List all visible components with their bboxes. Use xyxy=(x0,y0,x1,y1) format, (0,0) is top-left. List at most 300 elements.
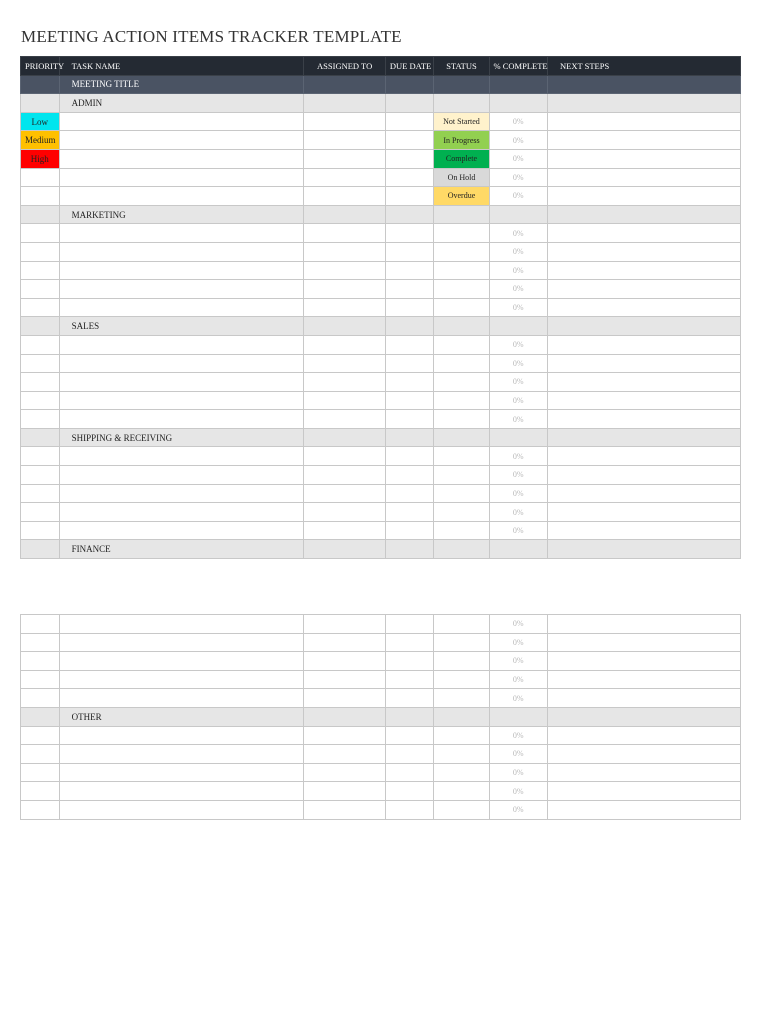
task-name-cell[interactable] xyxy=(59,726,304,745)
section-cell[interactable] xyxy=(547,707,740,726)
assigned-to-cell[interactable] xyxy=(304,410,386,429)
status-cell[interactable] xyxy=(434,503,489,522)
task-name-cell[interactable] xyxy=(59,782,304,801)
table-row xyxy=(21,503,741,522)
task-name-cell[interactable] xyxy=(59,335,304,354)
section-cell[interactable] xyxy=(304,707,386,726)
section-row-shipping xyxy=(21,428,741,447)
status-cell[interactable] xyxy=(434,224,489,243)
percent-complete-cell[interactable]: 0% xyxy=(489,373,547,392)
due-date-cell[interactable] xyxy=(385,484,434,503)
section-label-admin[interactable]: ADMIN xyxy=(59,94,304,113)
due-date-cell[interactable] xyxy=(385,224,434,243)
due-date-cell[interactable] xyxy=(385,521,434,540)
next-steps-cell[interactable] xyxy=(547,391,740,410)
due-date-cell[interactable] xyxy=(385,354,434,373)
assigned-to-cell[interactable] xyxy=(304,149,386,168)
status-cell[interactable] xyxy=(434,745,489,764)
priority-legend-low[interactable]: Low xyxy=(21,112,60,131)
status-cell[interactable] xyxy=(434,615,489,634)
status-legend-in-progress[interactable]: In Progress xyxy=(434,131,489,150)
table-row xyxy=(21,112,741,131)
next-steps-cell[interactable] xyxy=(547,298,740,317)
status-cell[interactable] xyxy=(434,410,489,429)
assigned-to-cell[interactable] xyxy=(304,131,386,150)
section-cell[interactable] xyxy=(434,94,489,113)
assigned-to-cell[interactable] xyxy=(304,800,386,819)
percent-complete-cell[interactable]: 0% xyxy=(489,261,547,280)
assigned-to-cell[interactable] xyxy=(304,466,386,485)
header-status[interactable]: STATUS xyxy=(434,57,489,76)
header-priority[interactable]: PRIORITY xyxy=(21,57,60,76)
status-cell[interactable] xyxy=(434,280,489,299)
priority-cell[interactable] xyxy=(21,652,60,671)
due-date-cell[interactable] xyxy=(385,503,434,522)
task-name-cell[interactable] xyxy=(59,652,304,671)
priority-cell[interactable] xyxy=(21,670,60,689)
section-cell[interactable] xyxy=(21,540,60,559)
status-legend-complete[interactable]: Complete xyxy=(434,149,489,168)
assigned-to-cell[interactable] xyxy=(304,373,386,392)
priority-cell[interactable] xyxy=(21,391,60,410)
table-row xyxy=(21,521,741,540)
priority-cell[interactable] xyxy=(21,484,60,503)
section-cell[interactable] xyxy=(547,540,740,559)
table-row xyxy=(21,670,741,689)
percent-complete-cell[interactable]: 0% xyxy=(489,745,547,764)
percent-complete-cell[interactable]: 0% xyxy=(489,615,547,634)
table-row xyxy=(21,131,741,150)
priority-cell[interactable] xyxy=(21,354,60,373)
table-row xyxy=(21,652,741,671)
percent-complete-cell[interactable]: 0% xyxy=(489,298,547,317)
assigned-to-cell[interactable] xyxy=(304,187,386,206)
percent-complete-cell[interactable]: 0% xyxy=(489,410,547,429)
tracker-table xyxy=(20,56,741,559)
section-cell[interactable] xyxy=(434,707,489,726)
percent-complete-cell[interactable]: 0% xyxy=(489,763,547,782)
due-date-cell[interactable] xyxy=(385,112,434,131)
assigned-to-cell[interactable] xyxy=(304,689,386,708)
status-cell[interactable] xyxy=(434,689,489,708)
percent-complete-cell[interactable]: 0% xyxy=(489,391,547,410)
status-cell[interactable] xyxy=(434,652,489,671)
percent-complete-cell[interactable]: 0% xyxy=(489,484,547,503)
section-cell[interactable] xyxy=(489,707,547,726)
status-cell[interactable] xyxy=(434,261,489,280)
assigned-to-cell[interactable] xyxy=(304,652,386,671)
due-date-cell[interactable] xyxy=(385,652,434,671)
section-cell[interactable] xyxy=(21,428,60,447)
percent-complete-cell[interactable]: 0% xyxy=(489,187,547,206)
task-name-cell[interactable] xyxy=(59,745,304,764)
task-name-cell[interactable] xyxy=(59,112,304,131)
section-cell[interactable] xyxy=(547,94,740,113)
section-label-finance[interactable]: FINANCE xyxy=(59,540,304,559)
percent-complete-cell[interactable]: 0% xyxy=(489,652,547,671)
section-cell[interactable] xyxy=(385,94,434,113)
section-cell[interactable] xyxy=(434,205,489,224)
percent-complete-cell[interactable]: 0% xyxy=(489,800,547,819)
next-steps-cell[interactable] xyxy=(547,800,740,819)
table-row xyxy=(21,335,741,354)
meeting-title-cell[interactable]: MEETING TITLE xyxy=(59,75,304,94)
percent-complete-cell[interactable]: 0% xyxy=(489,224,547,243)
due-date-cell[interactable] xyxy=(385,410,434,429)
header-due-date[interactable]: DUE DATE xyxy=(385,57,434,76)
table-row xyxy=(21,633,741,652)
header-percent-complete[interactable]: % COMPLETE xyxy=(489,57,547,76)
next-steps-cell[interactable] xyxy=(547,782,740,801)
status-cell[interactable] xyxy=(434,521,489,540)
table-row xyxy=(21,800,741,819)
due-date-cell[interactable] xyxy=(385,763,434,782)
status-cell[interactable] xyxy=(434,373,489,392)
priority-cell[interactable] xyxy=(21,633,60,652)
percent-complete-cell[interactable]: 0% xyxy=(489,782,547,801)
next-steps-cell[interactable] xyxy=(547,168,740,187)
due-date-cell[interactable] xyxy=(385,298,434,317)
percent-complete-cell[interactable]: 0% xyxy=(489,633,547,652)
table-row xyxy=(21,447,741,466)
assigned-to-cell[interactable] xyxy=(304,670,386,689)
next-steps-cell[interactable] xyxy=(547,745,740,764)
assigned-to-cell[interactable] xyxy=(304,745,386,764)
status-cell[interactable] xyxy=(434,335,489,354)
section-cell[interactable] xyxy=(21,205,60,224)
task-name-cell[interactable] xyxy=(59,410,304,429)
task-name-cell[interactable] xyxy=(59,280,304,299)
section-cell[interactable] xyxy=(21,317,60,336)
next-steps-cell[interactable] xyxy=(547,503,740,522)
next-steps-cell[interactable] xyxy=(547,131,740,150)
due-date-cell[interactable] xyxy=(385,149,434,168)
priority-cell[interactable] xyxy=(21,521,60,540)
assigned-to-cell[interactable] xyxy=(304,354,386,373)
status-legend-not-started[interactable]: Not Started xyxy=(434,112,489,131)
next-steps-cell[interactable] xyxy=(547,615,740,634)
task-name-cell[interactable] xyxy=(59,354,304,373)
due-date-cell[interactable] xyxy=(385,466,434,485)
assigned-to-cell[interactable] xyxy=(304,261,386,280)
assigned-to-cell[interactable] xyxy=(304,615,386,634)
due-date-cell[interactable] xyxy=(385,187,434,206)
status-cell[interactable] xyxy=(434,670,489,689)
tracker-table-continued xyxy=(20,614,741,820)
next-steps-cell[interactable] xyxy=(547,633,740,652)
next-steps-cell[interactable] xyxy=(547,242,740,261)
task-name-cell[interactable] xyxy=(59,187,304,206)
percent-complete-cell[interactable]: 0% xyxy=(489,149,547,168)
status-cell[interactable] xyxy=(434,782,489,801)
task-name-cell[interactable] xyxy=(59,670,304,689)
percent-complete-cell[interactable]: 0% xyxy=(489,335,547,354)
percent-complete-cell[interactable]: 0% xyxy=(489,242,547,261)
section-row-sales xyxy=(21,317,741,336)
section-label-marketing[interactable]: MARKETING xyxy=(59,205,304,224)
task-name-cell[interactable] xyxy=(59,521,304,540)
task-name-cell[interactable] xyxy=(59,800,304,819)
assigned-to-cell[interactable] xyxy=(304,633,386,652)
task-name-cell[interactable] xyxy=(59,261,304,280)
assigned-to-cell[interactable] xyxy=(304,280,386,299)
due-date-cell[interactable] xyxy=(385,261,434,280)
assigned-to-cell[interactable] xyxy=(304,242,386,261)
percent-complete-cell[interactable]: 0% xyxy=(489,521,547,540)
due-date-cell[interactable] xyxy=(385,391,434,410)
section-row-other xyxy=(21,707,741,726)
task-name-cell[interactable] xyxy=(59,131,304,150)
section-row-admin xyxy=(21,94,741,113)
section-cell[interactable] xyxy=(21,707,60,726)
section-cell[interactable] xyxy=(489,428,547,447)
task-name-cell[interactable] xyxy=(59,224,304,243)
priority-cell[interactable] xyxy=(21,298,60,317)
task-name-cell[interactable] xyxy=(59,689,304,708)
table-row xyxy=(21,615,741,634)
due-date-cell[interactable] xyxy=(385,726,434,745)
next-steps-cell[interactable] xyxy=(547,689,740,708)
percent-complete-cell[interactable]: 0% xyxy=(489,447,547,466)
task-name-cell[interactable] xyxy=(59,466,304,485)
table-row xyxy=(21,168,741,187)
next-steps-cell[interactable] xyxy=(547,354,740,373)
task-name-cell[interactable] xyxy=(59,391,304,410)
priority-cell[interactable] xyxy=(21,615,60,634)
status-legend-overdue[interactable]: Overdue xyxy=(434,187,489,206)
table-row xyxy=(21,280,741,299)
assigned-to-cell[interactable] xyxy=(304,447,386,466)
table-row xyxy=(21,726,741,745)
section-cell[interactable] xyxy=(434,540,489,559)
section-label-sales[interactable]: SALES xyxy=(59,317,304,336)
priority-legend-high[interactable]: High xyxy=(21,149,60,168)
table-row xyxy=(21,782,741,801)
priority-cell[interactable] xyxy=(21,447,60,466)
priority-cell[interactable] xyxy=(21,763,60,782)
assigned-to-cell[interactable] xyxy=(304,521,386,540)
task-name-cell[interactable] xyxy=(59,447,304,466)
table-row xyxy=(21,261,741,280)
status-cell[interactable] xyxy=(434,466,489,485)
priority-cell[interactable] xyxy=(21,800,60,819)
due-date-cell[interactable] xyxy=(385,615,434,634)
task-name-cell[interactable] xyxy=(59,373,304,392)
task-name-cell[interactable] xyxy=(59,298,304,317)
next-steps-cell[interactable] xyxy=(547,726,740,745)
section-cell[interactable] xyxy=(489,317,547,336)
table-row xyxy=(21,149,741,168)
due-date-cell[interactable] xyxy=(385,242,434,261)
due-date-cell[interactable] xyxy=(385,800,434,819)
status-cell[interactable] xyxy=(434,298,489,317)
next-steps-cell[interactable] xyxy=(547,410,740,429)
task-name-cell[interactable] xyxy=(59,503,304,522)
due-date-cell[interactable] xyxy=(385,689,434,708)
due-date-cell[interactable] xyxy=(385,131,434,150)
percent-complete-cell[interactable]: 0% xyxy=(489,689,547,708)
section-cell[interactable] xyxy=(21,94,60,113)
section-row-finance xyxy=(21,540,741,559)
section-cell[interactable] xyxy=(434,317,489,336)
percent-complete-cell[interactable]: 0% xyxy=(489,280,547,299)
percent-complete-cell[interactable]: 0% xyxy=(489,354,547,373)
header-next-steps[interactable]: NEXT STEPS xyxy=(547,57,740,76)
due-date-cell[interactable] xyxy=(385,373,434,392)
table-row xyxy=(21,224,741,243)
next-steps-cell[interactable] xyxy=(547,224,740,243)
table-row xyxy=(21,466,741,485)
task-name-cell[interactable] xyxy=(59,242,304,261)
due-date-cell[interactable] xyxy=(385,335,434,354)
task-name-cell[interactable] xyxy=(59,168,304,187)
next-steps-cell[interactable] xyxy=(547,335,740,354)
table-row xyxy=(21,410,741,429)
assigned-to-cell[interactable] xyxy=(304,726,386,745)
assigned-to-cell[interactable] xyxy=(304,484,386,503)
due-date-cell[interactable] xyxy=(385,670,434,689)
priority-cell[interactable] xyxy=(21,410,60,429)
task-name-cell[interactable] xyxy=(59,763,304,782)
priority-cell[interactable] xyxy=(21,373,60,392)
section-cell[interactable] xyxy=(385,317,434,336)
assigned-to-cell[interactable] xyxy=(304,782,386,801)
priority-cell[interactable] xyxy=(21,745,60,764)
table-row xyxy=(21,745,741,764)
priority-cell[interactable] xyxy=(21,782,60,801)
section-label-other[interactable]: OTHER xyxy=(59,707,304,726)
next-steps-cell[interactable] xyxy=(547,652,740,671)
percent-complete-cell[interactable]: 0% xyxy=(489,131,547,150)
section-cell[interactable] xyxy=(489,540,547,559)
next-steps-cell[interactable] xyxy=(547,187,740,206)
due-date-cell[interactable] xyxy=(385,745,434,764)
section-cell[interactable] xyxy=(304,205,386,224)
status-cell[interactable] xyxy=(434,354,489,373)
status-cell[interactable] xyxy=(434,763,489,782)
table-row xyxy=(21,689,741,708)
task-name-cell[interactable] xyxy=(59,615,304,634)
due-date-cell[interactable] xyxy=(385,168,434,187)
next-steps-cell[interactable] xyxy=(547,373,740,392)
section-cell[interactable] xyxy=(304,428,386,447)
table-row xyxy=(21,391,741,410)
priority-cell[interactable] xyxy=(21,335,60,354)
next-steps-cell[interactable] xyxy=(547,763,740,782)
header-task-name[interactable]: TASK NAME xyxy=(59,57,304,76)
assigned-to-cell[interactable] xyxy=(304,335,386,354)
next-steps-cell[interactable] xyxy=(547,149,740,168)
table-row xyxy=(21,354,741,373)
table-row xyxy=(21,373,741,392)
assigned-to-cell[interactable] xyxy=(304,503,386,522)
assigned-to-cell[interactable] xyxy=(304,112,386,131)
status-legend-on-hold[interactable]: On Hold xyxy=(434,168,489,187)
status-cell[interactable] xyxy=(434,800,489,819)
next-steps-cell[interactable] xyxy=(547,112,740,131)
section-cell[interactable] xyxy=(385,707,434,726)
assigned-to-cell[interactable] xyxy=(304,298,386,317)
page-title: MEETING ACTION ITEMS TRACKER TEMPLATE xyxy=(21,27,402,46)
status-cell[interactable] xyxy=(434,447,489,466)
task-name-cell[interactable] xyxy=(59,633,304,652)
section-cell[interactable] xyxy=(385,205,434,224)
next-steps-cell[interactable] xyxy=(547,484,740,503)
next-steps-cell[interactable] xyxy=(547,670,740,689)
section-cell[interactable] xyxy=(434,428,489,447)
table-row xyxy=(21,242,741,261)
priority-cell[interactable] xyxy=(21,224,60,243)
priority-cell[interactable] xyxy=(21,261,60,280)
meeting-title-row xyxy=(21,75,741,94)
task-name-cell[interactable] xyxy=(59,149,304,168)
percent-complete-cell[interactable]: 0% xyxy=(489,466,547,485)
assigned-to-cell[interactable] xyxy=(304,168,386,187)
section-cell[interactable] xyxy=(547,205,740,224)
section-cell[interactable] xyxy=(489,205,547,224)
percent-complete-cell[interactable]: 0% xyxy=(489,670,547,689)
task-name-cell[interactable] xyxy=(59,484,304,503)
next-steps-cell[interactable] xyxy=(547,521,740,540)
header-assigned-to[interactable]: ASSIGNED TO xyxy=(304,57,386,76)
priority-cell[interactable] xyxy=(21,726,60,745)
table-row xyxy=(21,484,741,503)
priority-cell[interactable] xyxy=(21,466,60,485)
percent-complete-cell[interactable]: 0% xyxy=(489,112,547,131)
status-cell[interactable] xyxy=(434,633,489,652)
section-row-marketing xyxy=(21,205,741,224)
due-date-cell[interactable] xyxy=(385,782,434,801)
next-steps-cell[interactable] xyxy=(547,280,740,299)
priority-cell[interactable] xyxy=(21,187,60,206)
priority-cell[interactable] xyxy=(21,280,60,299)
section-cell[interactable] xyxy=(385,540,434,559)
assigned-to-cell[interactable] xyxy=(304,391,386,410)
next-steps-cell[interactable] xyxy=(547,466,740,485)
section-cell[interactable] xyxy=(385,428,434,447)
section-cell[interactable] xyxy=(547,428,740,447)
next-steps-cell[interactable] xyxy=(547,261,740,280)
due-date-cell[interactable] xyxy=(385,633,434,652)
table-row xyxy=(21,763,741,782)
status-cell[interactable] xyxy=(434,242,489,261)
section-label-shipping[interactable]: SHIPPING & RECEIVING xyxy=(59,428,304,447)
status-cell[interactable] xyxy=(434,726,489,745)
next-steps-cell[interactable] xyxy=(547,447,740,466)
section-cell[interactable] xyxy=(547,317,740,336)
section-cell[interactable] xyxy=(304,317,386,336)
table-row xyxy=(21,187,741,206)
priority-cell[interactable] xyxy=(21,503,60,522)
section-cell[interactable] xyxy=(304,540,386,559)
section-cell[interactable] xyxy=(489,94,547,113)
section-cell[interactable] xyxy=(304,94,386,113)
due-date-cell[interactable] xyxy=(385,447,434,466)
assigned-to-cell[interactable] xyxy=(304,224,386,243)
due-date-cell[interactable] xyxy=(385,280,434,299)
priority-cell[interactable] xyxy=(21,242,60,261)
percent-complete-cell[interactable]: 0% xyxy=(489,168,547,187)
priority-cell[interactable] xyxy=(21,168,60,187)
priority-cell[interactable] xyxy=(21,689,60,708)
table-row xyxy=(21,298,741,317)
status-cell[interactable] xyxy=(434,391,489,410)
priority-legend-medium[interactable]: Medium xyxy=(21,131,60,150)
percent-complete-cell[interactable]: 0% xyxy=(489,726,547,745)
status-cell[interactable] xyxy=(434,484,489,503)
assigned-to-cell[interactable] xyxy=(304,763,386,782)
percent-complete-cell[interactable]: 0% xyxy=(489,503,547,522)
